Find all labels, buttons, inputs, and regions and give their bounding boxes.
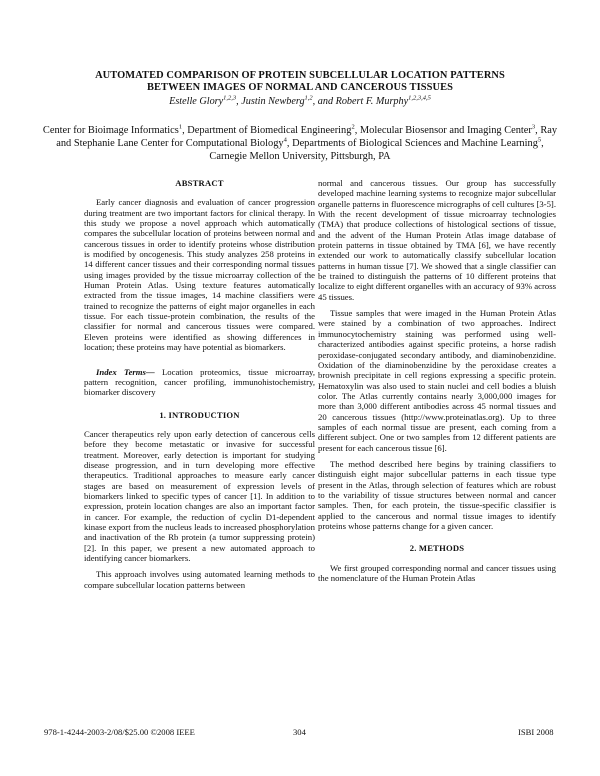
affiliation-mark: 1: [178, 123, 183, 131]
methods-heading: 2. METHODS: [409, 543, 465, 554]
footer-isbn: 978-1-4244-2003-2/08/$25.00 ©2008 IEEE: [44, 727, 195, 737]
introduction-paragraph-atlas: Tissue samples that were imaged in the Human Protein Atlas were stained by a combination of two approaches. Indirect immunocytochemistry staining was performed using well-characterized antibodies against specific proteins, a horse radish peroxidase-conjugated secondary antibody, and diaminobenzidine. Oxidation of the diaminobenzidine by the peroxidase creates a brownish precipitate in cell regions expressing a specific protein. Hematoxylin was also used to stain nuclei and cell bodies a bluish color. The Atlas currently contains nearly 3,000,000 images for more than 3,000 different antibodies across 45 normal tissues and 20 cancerous tissues (http://www.proteinatlas.org). Up to three samples of each normal tissue are present, each coming from a different subject. One or two samples from 12 different patients are present for each cancerous tissue [6].: [318, 308, 556, 453]
index-terms-list: Location proteomics, tissue microarray, pattern recognition, cancer profiling, immunohistochemistry, biomarker discovery: [84, 366, 316, 398]
author-name: Justin Newberg: [241, 96, 305, 107]
affiliation: Department of Biomedical Engineering: [187, 125, 352, 136]
affiliation: Molecular Biosensor and Imaging Center: [359, 125, 532, 136]
index-terms: [84, 367, 315, 398]
footer-page-number: 304: [293, 727, 306, 737]
affiliation-institution: , Carnegie Mellon University, Pittsburgh, PA: [209, 138, 544, 163]
affiliation-separator: ,: [286, 138, 293, 150]
author-name: Estelle Glory: [169, 96, 224, 107]
title-line-2: BETWEEN IMAGES OF NORMAL AND CANCEROUS TISSUES: [147, 82, 453, 93]
affiliations: [40, 124, 560, 164]
author-name: Robert F. Murphy: [335, 96, 409, 107]
affiliation-separator: ,: [354, 125, 360, 136]
author-affiliation-marks: 1,2,3,4,5: [408, 94, 431, 102]
author-affiliation-marks: 1,2,3: [223, 94, 237, 102]
footer-conference: ISBI 2008: [518, 727, 554, 737]
abstract-text: Early cancer diagnosis and evaluation of cancer progression during treatment are two important factors for clinical therapy. In this study we propose a novel approach which automatically compares the subcellular location of proteins between normal and cancerous tissues in order to identify proteins whose distribution is modified by oncogenesis. This study analyzes 258 proteins in 14 different cancer tissues and their corresponding normal tissues using images provided by the tissue microarray collection of the Human Protein Atlas. Using texture features automatically extracted from the tissue images, 14 machine classifiers were trained to recognize the patterns of eight major organelles in each tissue. For each tissue-protein combination, the results of the classifier for normal and cancerous tissues were compared. Eleven proteins were identified as showing differences in location; these proteins may have potential as biomarkers.: [84, 197, 315, 353]
title-line-1: AUTOMATED COMPARISON OF PROTEIN SUBCELLULAR LOCATION PATTERNS: [95, 70, 505, 81]
paper-title: [40, 70, 560, 94]
affiliation: Departments of Biological Sciences and Machine Learning: [292, 138, 538, 150]
abstract-heading: ABSTRACT: [175, 178, 224, 188]
index-terms-label: Index Terms—: [96, 366, 155, 377]
affiliation-mark: 4: [283, 136, 287, 144]
methods-paragraph-1: We first grouped corresponding normal and cancer tissues using the nomenclature of the Human Protein Atlas: [318, 562, 556, 584]
introduction-paragraph-1: Cancer therapeutics rely upon early detection of cancerous cells before they become metastatic or invasive for successful treatment. Moreover, early detection is important for studying disease progression, and in turn developing more effective therapeutics. Traditional approaches to measure early cancer stages are based on measurement of expression levels of biomarkers linked to specific types of cancer [1]. In addition to expression, protein location changes are also an important factor in cancer. For example, the reduction of cyclin D1-dependent kinase export from the nucleus leads to increased phosphorylation and inactivation of the Rb protein (a tumor suppressing protein) [2]. In this paper, we present a new automated approach to identifying cancer biomarkers.: [84, 428, 315, 563]
introduction-paragraph-continued: normal and cancerous tissues. Our group has successfully developed machine learning systems to recognize major subcellular organelle patterns in fluorescence micrographs of cell cultures [3-5]. With the recent development of tissue microarray technologies (TMA) that produce collections of histological sections of tissue, and the advent of the Human Protein Atlas image database of protein patterns in tissue obtained by TMA [6], we have recently extended our work to automatically classify subcellular location patterns in human tissue [7]. We showed that a single classifier can be trained to distinguish the patterns of 10 different proteins that localize to eight different organelles with an accuracy of 93% across 45 tissues.: [318, 178, 556, 302]
author-separator: , and: [312, 96, 336, 107]
left-column: [84, 178, 315, 590]
introduction-heading: 1. INTRODUCTION: [159, 409, 240, 420]
affiliation-separator: ,: [535, 125, 541, 136]
affiliation: Ray and Stephanie Lane Center for Computational Biology: [56, 125, 558, 150]
affiliation: Center for Bioimage Informatics: [42, 125, 179, 136]
introduction-paragraph-method: The method described here begins by training classifiers to distinguish eight major subcellular patterns in each tissue type present in the Atlas, through selection of features which are robust to the variability of tissue structures between normal and cancer samples. Then, for each protein, the tissue-specific classifier is applied to the cancerous and normal tissue images to identify proteins whose patterns change for a given cancer.: [318, 458, 556, 531]
affiliation-mark: 3: [531, 123, 536, 131]
affiliation-mark: 5: [537, 136, 542, 144]
affiliation-separator: ,: [182, 125, 188, 136]
author-separator: ,: [236, 96, 242, 107]
affiliation-mark: 2: [351, 123, 355, 131]
right-column: [318, 178, 556, 583]
introduction-paragraph-2: This approach involves using automated learning methods to compare subcellular location patterns between: [84, 569, 315, 590]
author-affiliation-marks: 1,2: [304, 94, 313, 102]
author-list: [40, 96, 560, 108]
